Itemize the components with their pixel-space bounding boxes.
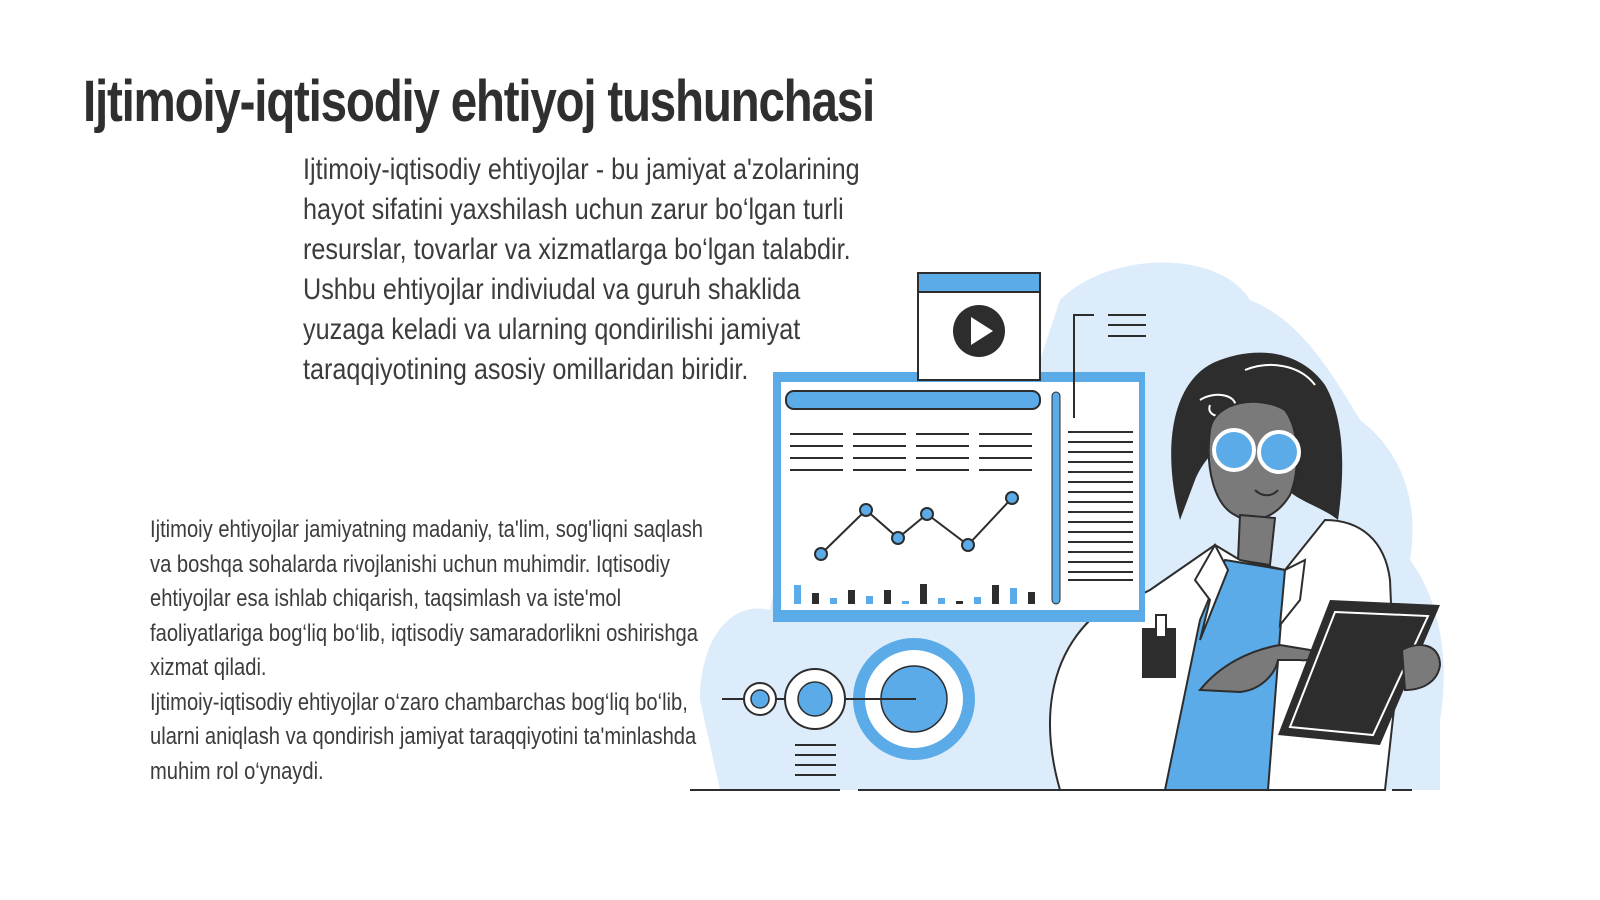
play-icon — [918, 273, 1040, 380]
intro-paragraph: Ijtimoiy-iqtisodiy ehtiyojlar - bu jamiyat a'zolarining hayot sifatini yaxshilash uchun zarur bo‘lgan turli resurslar, tovarlar va xizmatlarga bo‘lgan talabdir. Ushbu ehtiyojlar indiviudal va guruh shaklida yuzaga keladi va ularning qondirilishi jamiyat taraqqiyotining asosiy omillaridan biridir. — [303, 153, 860, 386]
body-paragraph-2: Ijtimoiy-iqtisodiy ehtiyojlar o‘zaro chambarchas bog‘liq bo‘lib, ularni aniqlash va qondirish jamiyat taraqqiyotini ta'minlashda muhim rol o‘ynaydi. — [150, 688, 697, 785]
body-text — [150, 513, 704, 789]
slide-title: Ijtimoiy-iqtisodiy ehtiyoj tushunchasi — [83, 69, 874, 134]
dashboard-window — [773, 372, 1145, 622]
body-paragraph-1: Ijtimoiy ehtiyojlar jamiyatning madaniy, ta'lim, sog'liqni saqlash va boshqa sohalarda rivojlanishi uchun muhimdir. Iqtisodiy ehtiyojlar esa ishlab chiqarish, taqsimlash va iste'mol faoliyatlariga bog‘liq bo‘lib, iqtisodiy samaradorlikni oshirishga xizmat qiladi. — [150, 516, 704, 681]
